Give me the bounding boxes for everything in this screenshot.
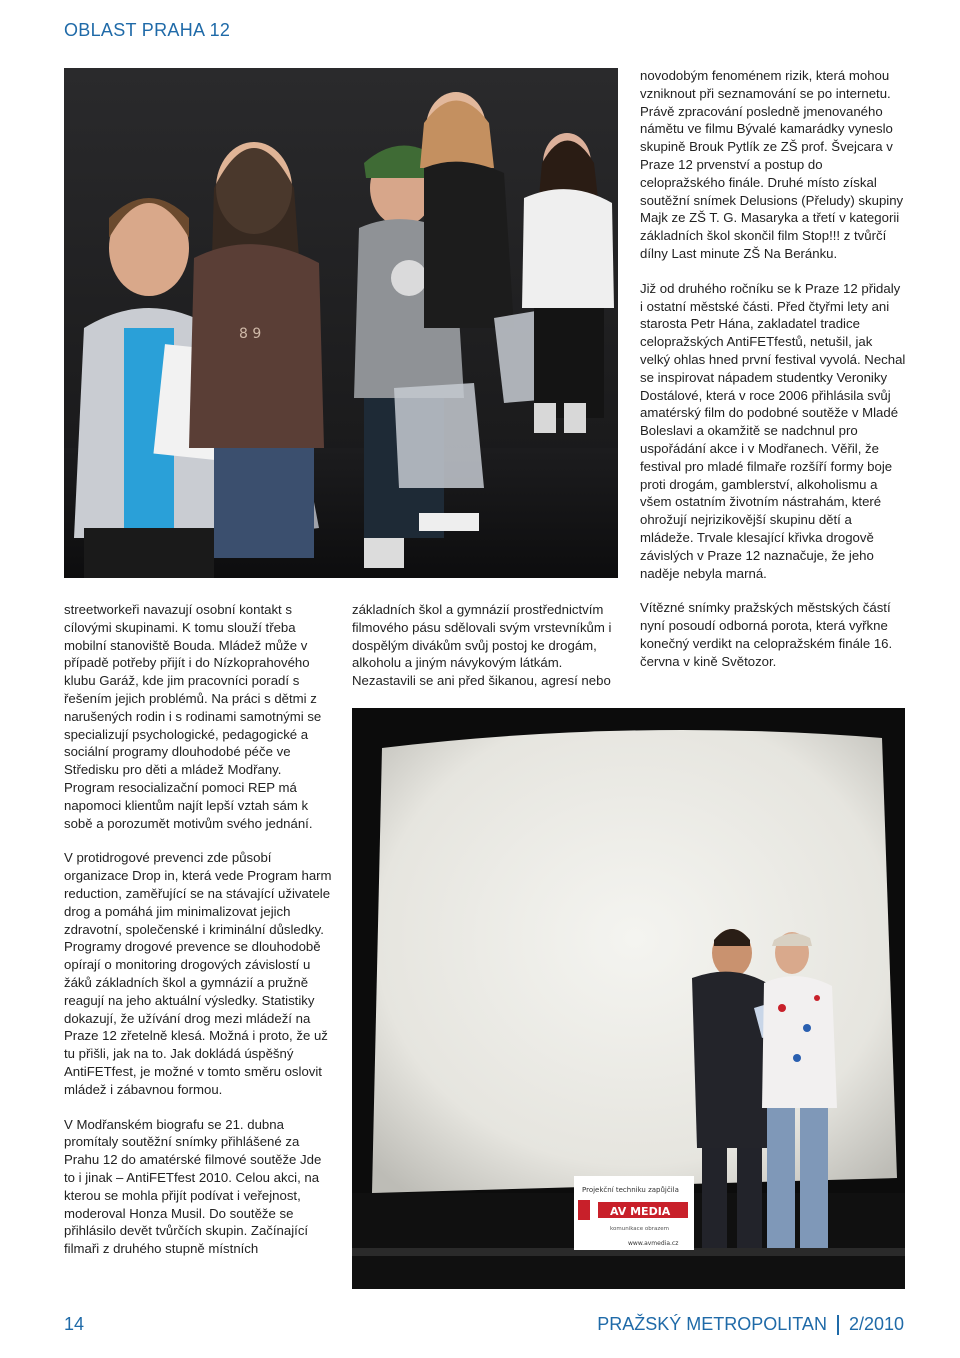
magazine-issue: 2/2010 xyxy=(848,1314,904,1334)
footer-divider xyxy=(837,1315,839,1335)
right-column xyxy=(640,67,906,688)
photo-children-awards-image xyxy=(64,68,618,578)
svg-text:8 9: 8 9 xyxy=(239,326,262,342)
left-paragraph-3: V Modřanském biografu se 21. dubna promítaly soutěžní snímky přihlášené za Prahu 12 do amatérské filmové soutěže Jde to i jinak – AntiFETfest 2010. Celou akci, na kterou se mohla přijít podívat i veřejnost, moderoval Honza Musil. Do soutěže se přihlásilo devět tvůrčích skupin. Začínající filmaři z druhého stupně místních xyxy=(64,1116,322,1257)
section-title: OBLAST PRAHA 12 xyxy=(64,20,231,40)
sponsor-banner-sub: komunikace obrazem xyxy=(610,1226,669,1232)
sponsor-banner-url: www.avmedia.cz xyxy=(628,1240,679,1247)
sponsor-banner xyxy=(574,1176,694,1250)
sponsor-banner-brand: AV MEDIA xyxy=(610,1205,671,1218)
middle-column xyxy=(352,601,620,707)
magazine-title: PRAŽSKÝ METROPOLITAN xyxy=(597,1314,827,1334)
photo-children-awards xyxy=(64,68,618,578)
magazine-footer xyxy=(597,1314,904,1335)
left-paragraph-1: streetworkeři navazují osobní kontakt s cílovými skupinami. K tomu slouží třeba mobilní stanoviště Bouda. Mládež může v případě potřeby přijít i do Nízkoprahového klubu Garáž, kde jim pracovníci poradí s řešením jejich problémů. Na práci s dětmi z narušených rodin i s rodinami samotnými se specializují psychologické, pedagogické a sociální programy dlouhodobé péče ve Středisku pro děti a mládež Modřany. Program resocializační pomoci REP má napomoci klientům najít lepší vztah sám k sobě a porozumět motivům svého jednání. xyxy=(64,602,322,831)
left-paragraph-2: V protidrogové prevenci zde působí organizace Drop in, která vede Program harm reduction, zaměřující se na stávající uživatele drog a pomáhá jim minimalizovat jejich zdravotní, společenské i kriminální důsledky. Programy drogové prevence se dlouhodobě opírají o monitoring drogových závislostí u žáků základních škol a gymnázií a pružně reagují na jeho aktuální výsledky. Statistiky dokazují, že užívání drog mezi mládeží na Praze 12 zřetelně klesá. Možná i proto, že už tu přišli, jak na to. Jak dokládá úspěšný AntiFETfest, je možné v tomto směru oslovit mládež i zábavnou formou. xyxy=(64,850,332,1097)
photo-stage-moderators xyxy=(352,708,905,1289)
photo-stage-image xyxy=(352,708,905,1289)
middle-paragraph-1: základních škol a gymnázií prostřednictvím filmového pásu sdělovali svým vrstevníkům i dospělým divákům svůj postoj ke drogám, alkoholu a jiným návykovým látkám. Nezastavili se ani před šikanou, agresí nebo xyxy=(352,602,612,689)
right-paragraph-2: Již od druhého ročníku se k Praze 12 přidaly i ostatní městské části. Před čtyřmi lety ani starosta Petr Hána, zakladatel tradice celopražských AntiFETfestů, netušil, jak velký ohlas hned první festival vyvolá. Nechal se inspirovat nápadem studentky Veroniky Dostálové, která v roce 2006 přihlásila svůj amatérský film do podobné soutěže v Mladé Boleslavi a okamžitě se nadchnul pro uspořádání akce i v Modřanech. Věřil, že festival pro mladé filmaře rozšíří formy boje proti drogám, gamblerství, alkoholismu a všem ostatním životním nástrahám, které ohrožují nejrizikovější skupinu dětí a mládeže. Trvale klesající křivka drogově závislých v Praze 12 naznačuje, že jeho naděje nebyla marná. xyxy=(640,280,906,581)
left-column xyxy=(64,601,332,1275)
page-number: 14 xyxy=(64,1314,85,1334)
right-paragraph-1: novodobým fenoménem rizik, která mohou vzniknout při seznamování se po internetu. Právě zpracování posledně jmenovaného námětu ve filmu Bývalé kamarádky vyneslo skupině Brouk Pytlík ze ZŠ prof. Švejcara v Praze 12 prvenství a postup do celopražského finále. Druhé místo získal soutěžní snímek Delusions (Přeludy) skupiny Majk ze ZŠ T. G. Masaryka a třetí v kategorii základních škol skončil film Stop!!! z tvůrčí dílny Last minute ZŠ Na Beránku. xyxy=(640,68,904,261)
right-paragraph-3: Vítězné snímky pražských městských částí nyní posoudí odborná porota, která vyřkne konečný verdikt na celopražském finále 16. června v kině Světozor. xyxy=(640,600,893,669)
sponsor-banner-line1: Projekční techniku zapůjčila xyxy=(582,1186,679,1194)
